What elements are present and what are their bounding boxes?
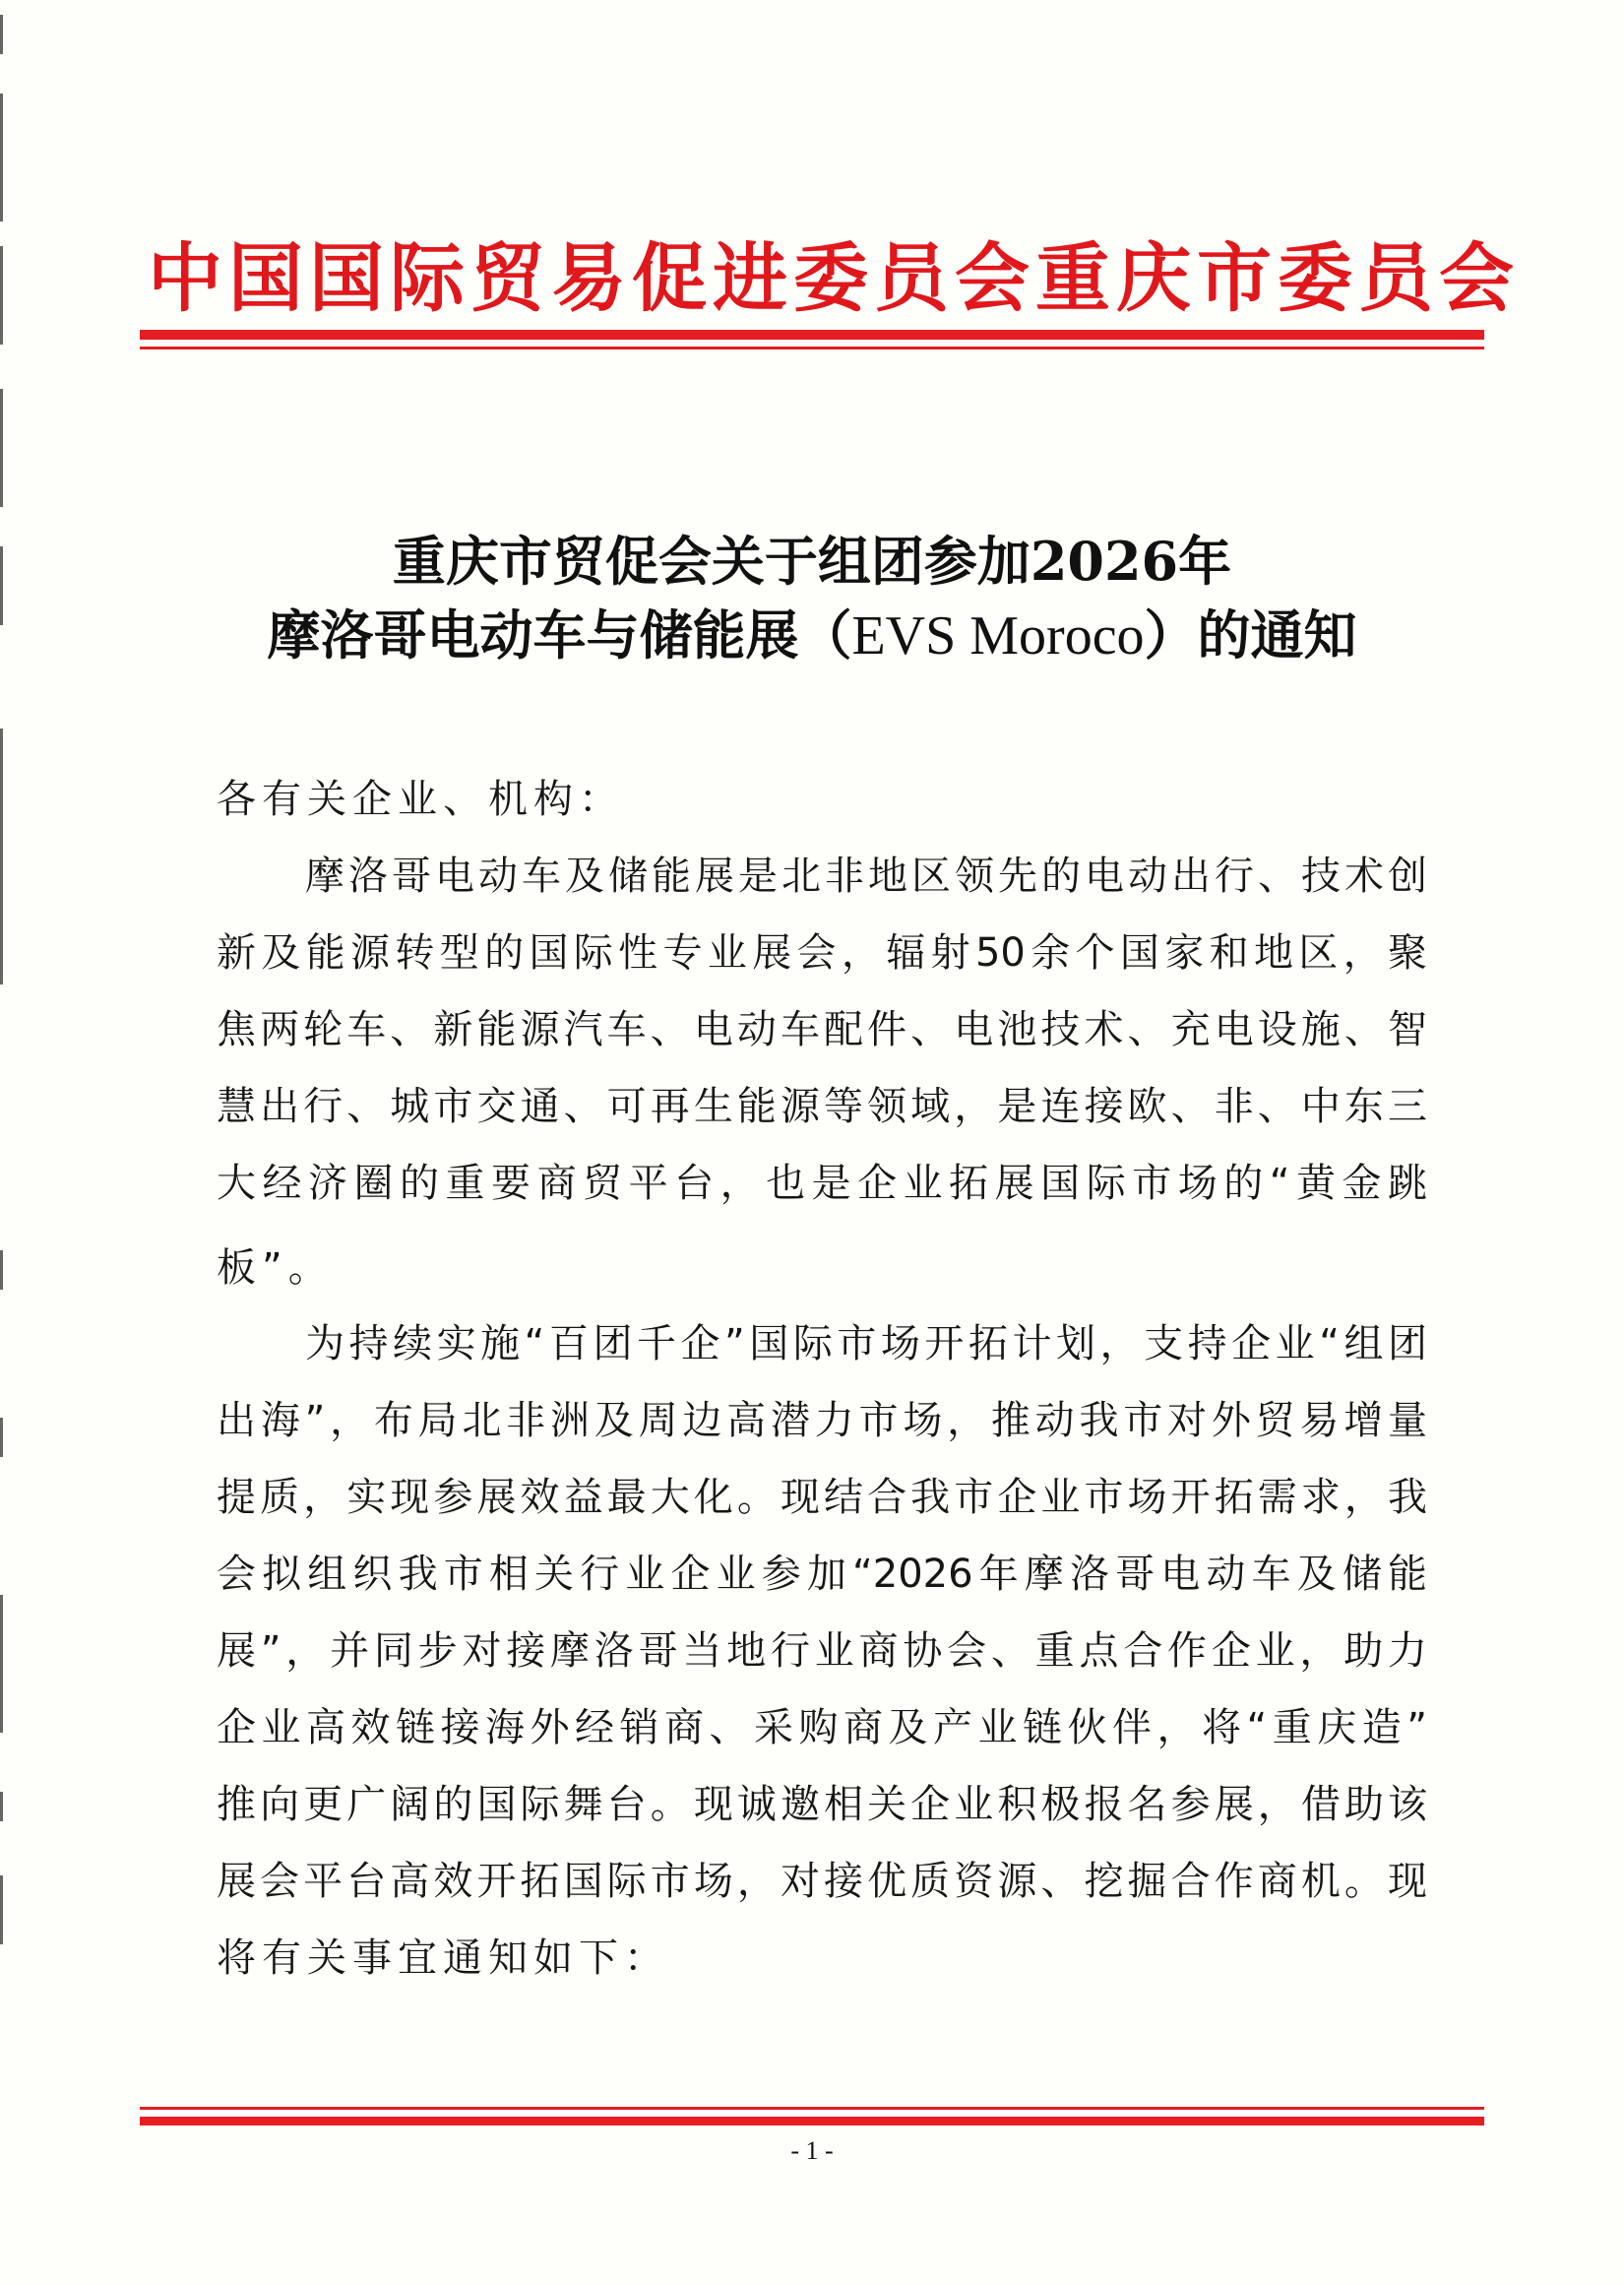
scan-edge-mark — [0, 729, 3, 984]
paragraph-line: 大经济圈的重要商贸平台，也是企业拓展国际市场的“黄金跳 — [217, 1161, 1427, 1206]
scan-edge-mark — [0, 1250, 3, 1290]
paragraph-line: 会拟组织我市相关行业企业参加“2026年摩洛哥电动车及储能 — [217, 1552, 1427, 1597]
title-line-2-latin: EVS Moroco — [851, 605, 1145, 666]
document-title-line-1 — [148, 527, 1476, 596]
paragraph-line: 展会平台高效开拓国际市场，对接优质资源、挖掘合作商机。现 — [217, 1859, 1427, 1904]
page-number: - 1 - — [790, 2136, 834, 2165]
footer-rule-thick — [140, 2117, 1484, 2125]
paragraph-line: 展”，并同步对接摩洛哥当地行业商协会、重点合作企业，助力 — [217, 1628, 1427, 1674]
letterhead-rule-thin — [140, 347, 1484, 349]
title-line-1-text: 重庆市贸促会关于组团参加2026年 — [392, 530, 1232, 593]
title-line-2-prefix: 摩洛哥电动车与储能展（ — [267, 603, 852, 666]
scan-edge-mark — [0, 546, 3, 625]
scan-edge-mark — [0, 1875, 3, 1944]
paragraph-line: 新及能源转型的国际性专业展会，辐射50余个国家和地区，聚 — [217, 930, 1427, 976]
title-line-2-suffix: ）的通知 — [1144, 603, 1357, 666]
scan-edge-mark — [0, 389, 3, 507]
scan-edge-mark — [0, 1418, 3, 1457]
scan-edge-mark — [0, 246, 3, 345]
footer-rule-thin — [140, 2107, 1484, 2110]
paragraph-line: 慧出行、城市交通、可再生能源等领域，是连接欧、非、中东三 — [217, 1084, 1427, 1129]
letterhead-organization: 中国国际贸易促进委员会重庆市委员会 — [148, 234, 1520, 322]
scan-edge-mark — [0, 1792, 3, 1821]
paragraph-line: 为持续实施“百团千企”国际市场开拓计划，支持企业“组团 — [305, 1321, 1427, 1366]
paragraph-line: 推向更广阔的国际舞台。现诚邀相关企业积极报名参展，借助该 — [217, 1782, 1427, 1827]
salutation: 各有关企业、机构： — [217, 777, 624, 822]
paragraph-line: 摩洛哥电动车及储能展是北非地区领先的电动出行、技术创 — [305, 854, 1427, 899]
paragraph-line: 出海”，布局北非洲及周边高潜力市场，推动我市对外贸易增量 — [217, 1398, 1427, 1443]
paragraph-line: 提质，实现参展效益最大化。现结合我市企业市场开拓需求，我 — [217, 1475, 1427, 1520]
letterhead-rule-thick — [140, 330, 1484, 340]
paragraph-line: 企业高效链接海外经销商、采购商及产业链伙伴，将“重庆造” — [217, 1705, 1427, 1750]
scan-edge-mark — [0, 94, 3, 222]
paragraph-line: 焦两轮车、新能源汽车、电动车配件、电池技术、充电设施、智 — [217, 1007, 1427, 1052]
paragraph-line: 板”。 — [217, 1245, 334, 1291]
scan-edge-mark — [0, 1595, 3, 1733]
paragraph-line: 将有关事宜通知如下： — [217, 1935, 669, 1981]
document-title-line-2 — [148, 601, 1476, 670]
scan-edge-mark — [0, 15, 3, 54]
